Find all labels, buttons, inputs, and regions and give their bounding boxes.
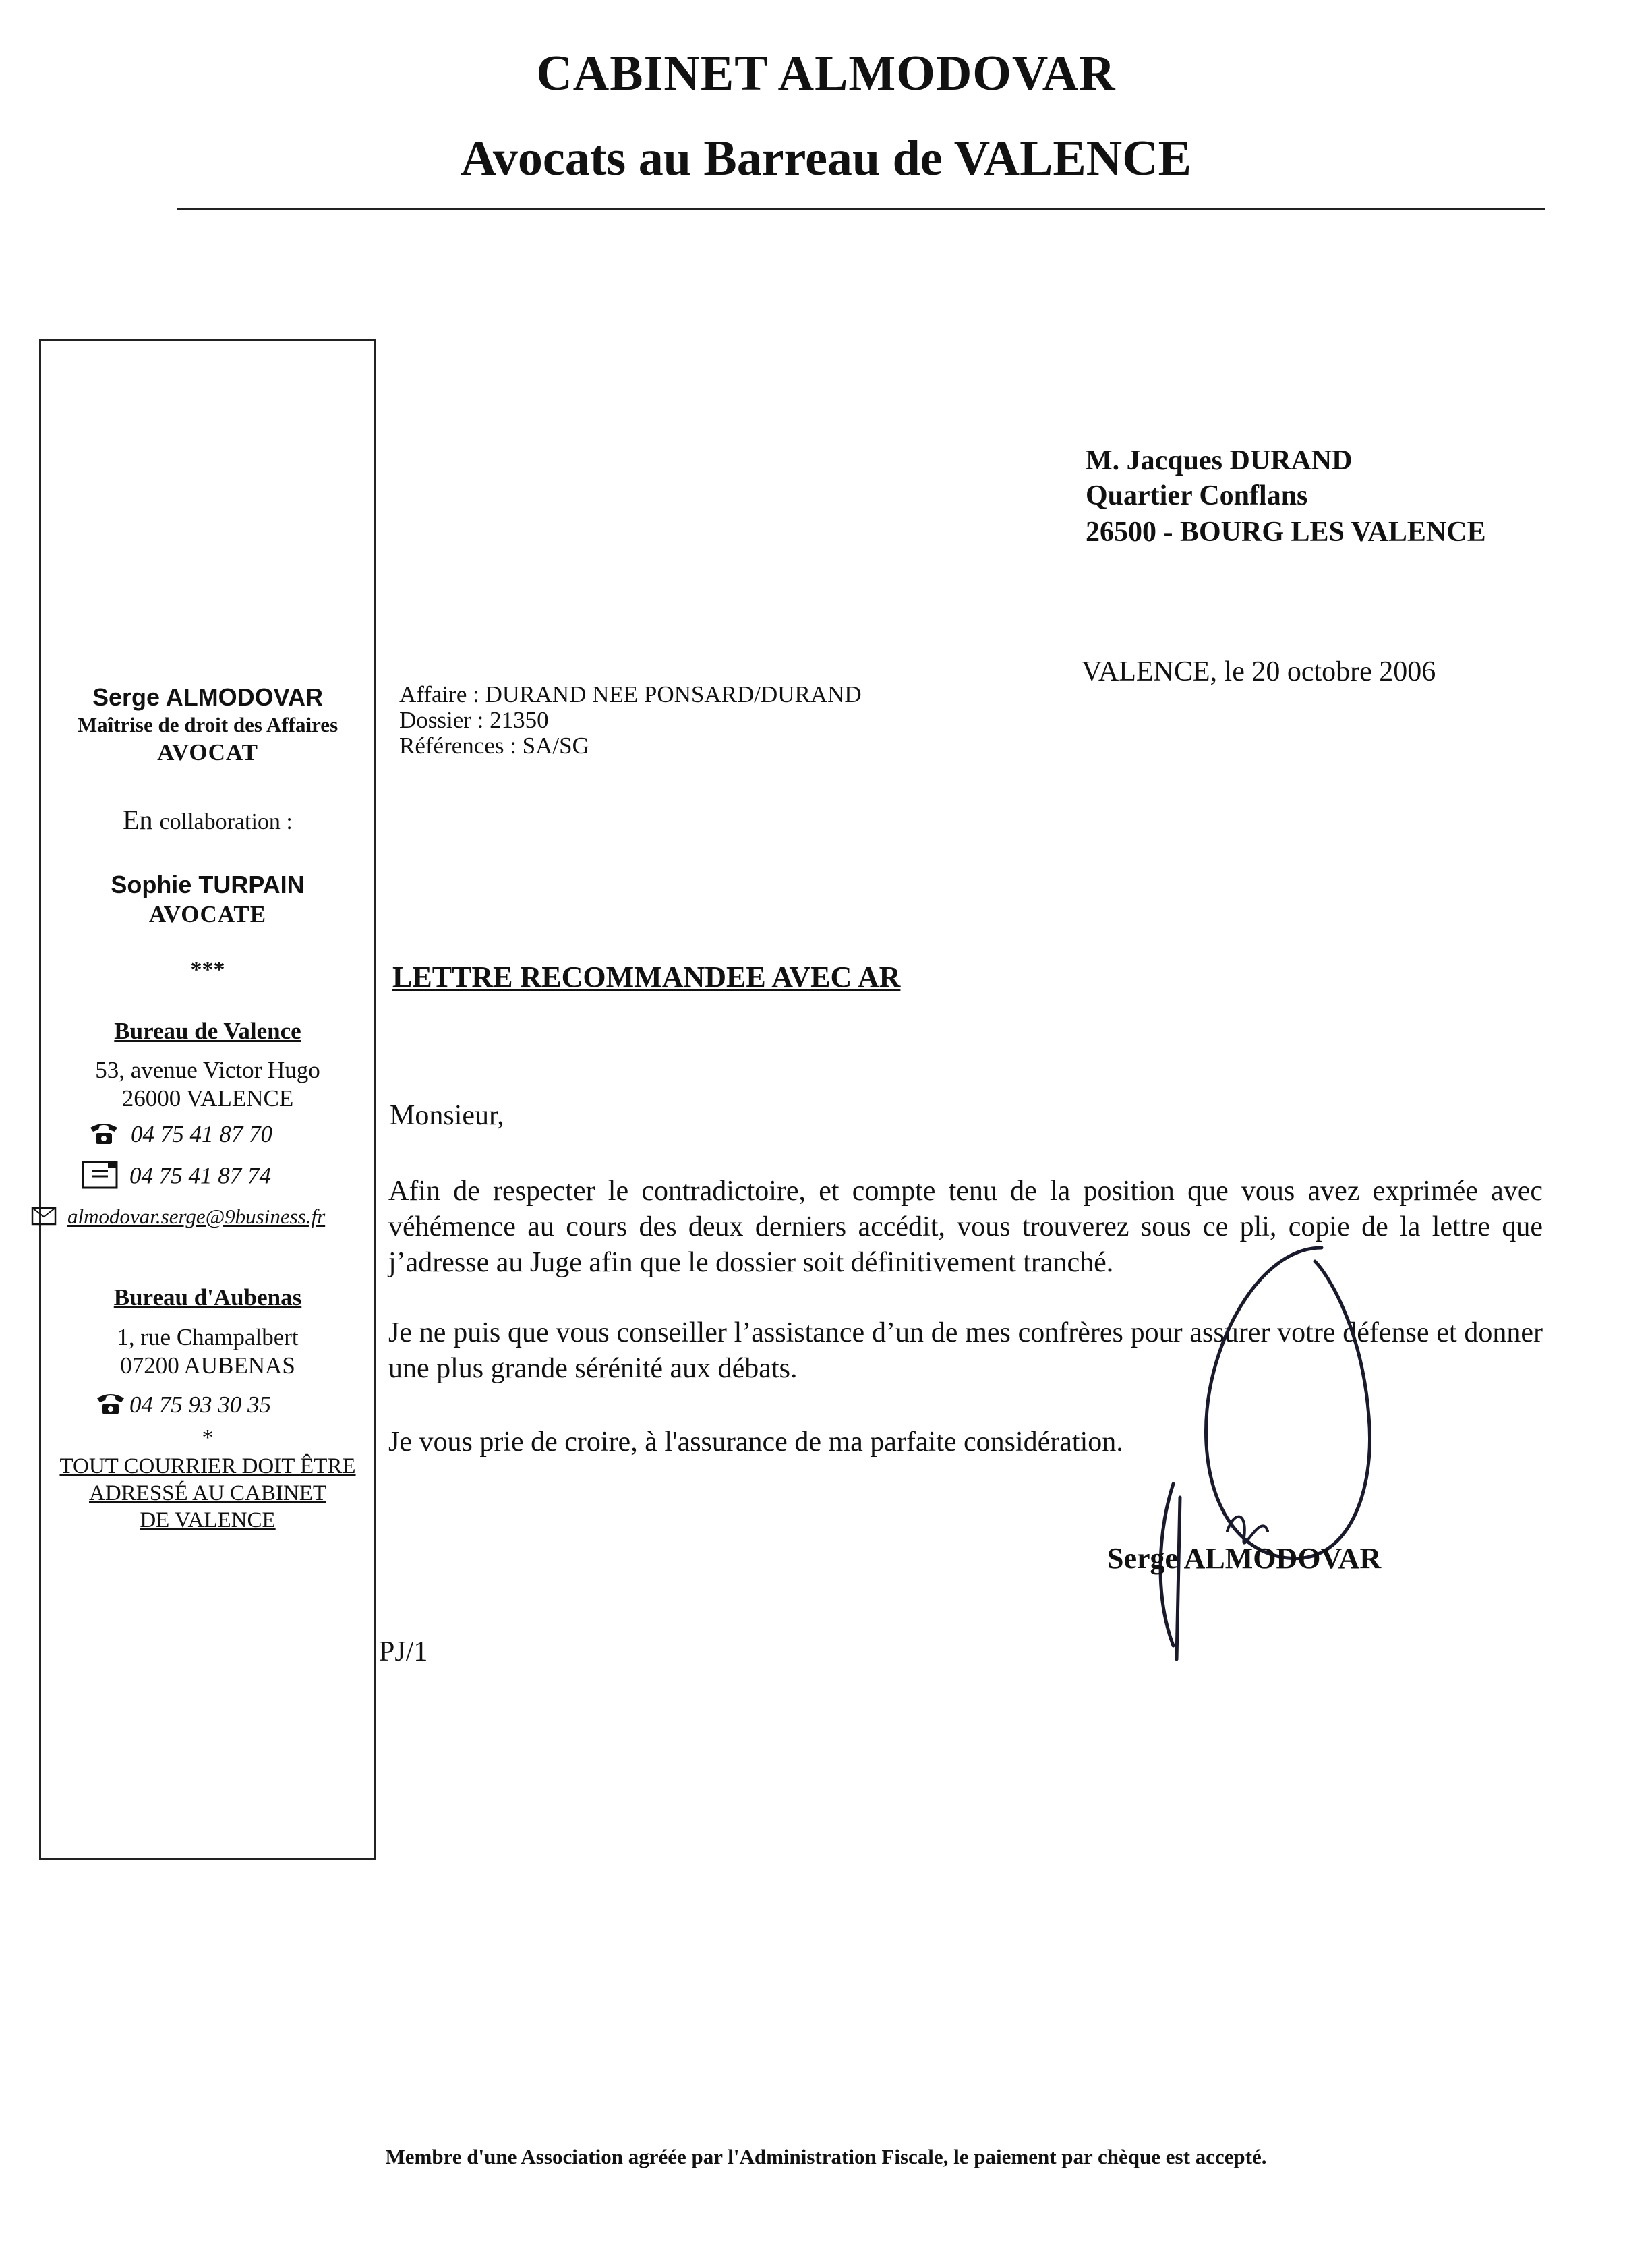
sidebar-separator: *** [190,957,225,982]
collaboration-prefix: En [123,805,153,835]
letter-date: VALENCE, le 20 octobre 2006 [1082,656,1436,687]
office-valence-fax-number: 04 75 41 87 74 [129,1162,271,1189]
mail-notice-line3: DE VALENCE [140,1508,276,1532]
firm-subtitle: Avocats au Barreau de VALENCE [460,131,1192,186]
lawyer-degree: Maîtrise de droit des Affaires [77,713,338,737]
office-aubenas-city: 07200 AUBENAS [120,1352,295,1379]
signer-name: Serge ALMODOVAR [1107,1542,1382,1575]
office-valence-street: 53, avenue Victor Hugo [95,1057,320,1083]
letter-type-heading: LETTRE RECOMMANDEE AVEC AR [392,960,901,994]
collaboration-word: collaboration : [159,809,293,834]
colleague-title: AVOCATE [148,901,267,927]
lawyer-title: AVOCAT [157,739,258,766]
mail-notice-line2: ADRESSÉ AU CABINET [88,1481,327,1505]
recipient-city: 26500 - BOURG LES VALENCE [1086,517,1486,548]
office-valence-fax [81,1160,271,1196]
office-aubenas-phone [94,1391,271,1422]
telephone-icon [88,1121,120,1151]
office-aubenas-heading: Bureau d'Aubenas [113,1284,302,1311]
firm-name: CABINET ALMODOVAR [536,46,1116,101]
office-valence-email [31,1205,325,1231]
recipient-name: M. Jacques DURAND [1086,445,1353,476]
office-valence-phone-number: 04 75 41 87 70 [131,1121,272,1147]
enclosure-note: PJ/1 [379,1636,428,1667]
office-valence-email-address: almodovar.serge@9business.fr [67,1205,326,1228]
sidebar-bullet: * [202,1425,214,1450]
office-aubenas-street: 1, rue Champalbert [117,1324,299,1350]
telephone-icon [94,1391,127,1422]
reference-dossier: Dossier : 21350 [399,707,549,733]
office-valence-heading: Bureau de Valence [114,1018,301,1044]
reference-codes: Références : SA/SG [399,732,589,759]
office-valence-phone [88,1121,272,1151]
office-aubenas-phone-number: 04 75 93 30 35 [129,1391,271,1418]
body-paragraph-3: Je vous prie de croire, à l'assurance de ma parfaite considération. [388,1427,1123,1458]
lawyer-name: Serge ALMODOVAR [92,683,324,711]
reference-affaire: Affaire : DURAND NEE PONSARD/DURAND [399,681,862,708]
body-paragraph-1: Afin de respecter le contradictoire, et compte tenu de la position que vous avez exprimée avec véhémence au cours des deux derniers accédit, vous trouverez sous ce pli, copie de la lettre que j’adresse au Juge afin que le dossier soit définitivement tranché. [388,1176,1543,1278]
header-divider [177,208,1545,210]
handwritten-signature [1092,1241,1389,1673]
fax-icon [81,1160,119,1196]
salutation: Monsieur, [390,1100,504,1131]
colleague-name: Sophie TURPAIN [111,871,305,898]
body-paragraph-2: Je ne puis que vous conseiller l’assistance d’un de mes confrères pour assurer votre défense et donner une plus grande sérénité aux débats. [388,1317,1543,1384]
footer-notice: Membre d'une Association agréée par l'Administration Fiscale, le paiement par chèque est accepté. [385,2145,1267,2168]
office-valence-city: 26000 VALENCE [121,1085,294,1112]
envelope-icon [31,1207,57,1231]
recipient-street: Quartier Conflans [1086,480,1308,511]
collaboration-heading [39,804,376,836]
mail-notice-line1: TOUT COURRIER DOIT ÊTRE [59,1454,356,1478]
